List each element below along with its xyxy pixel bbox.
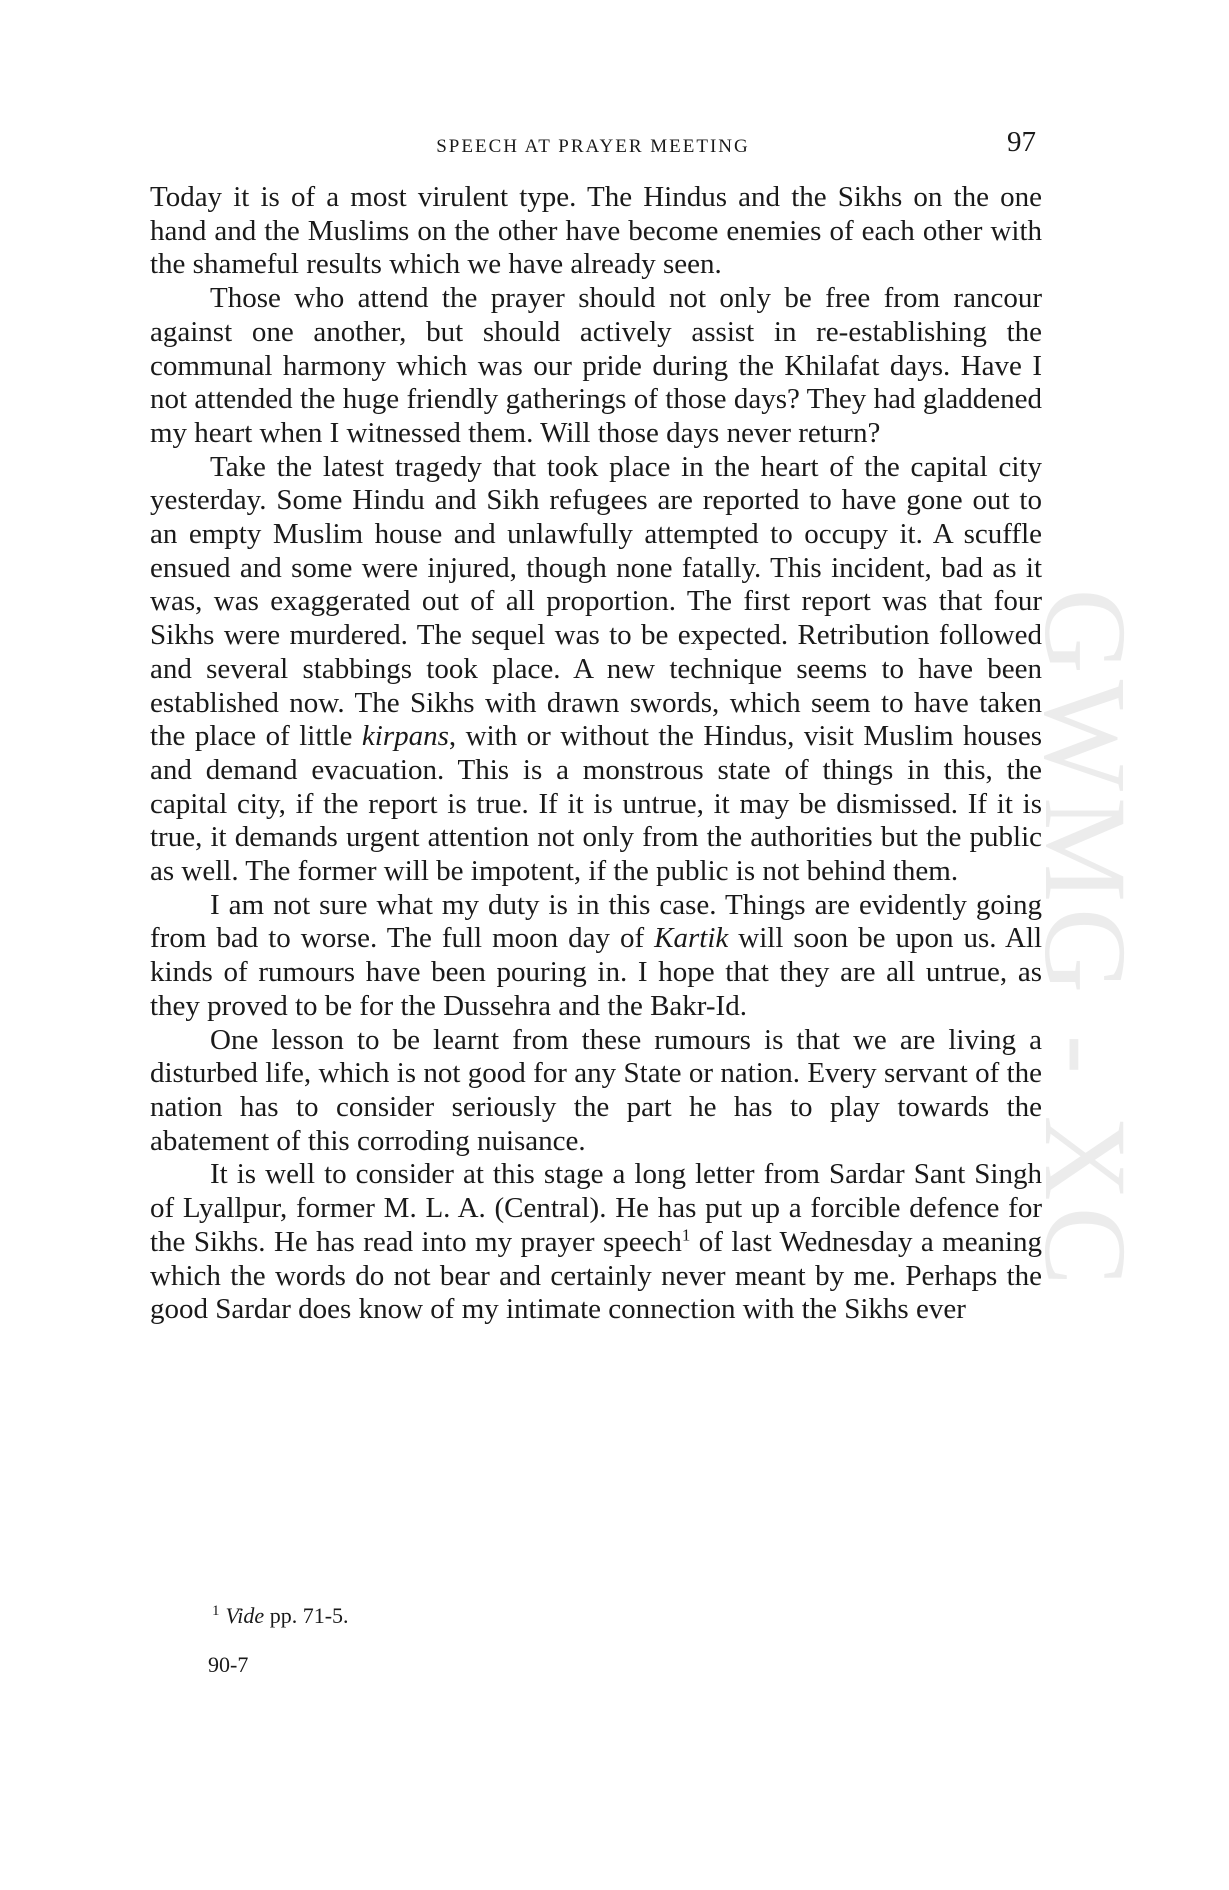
- footnote-text: pp. 71-5.: [264, 1603, 349, 1628]
- italic-term-kirpans: kirpans: [361, 720, 449, 753]
- page-number: 97: [1007, 126, 1036, 158]
- paragraph-5: One lesson to be learnt from these rumours is that we are living a disturbed life, which is not good for any State or nation. Every servant of the nation has to consider seriously the part he has to play towards the abatement of this corroding nuisance.: [150, 1023, 1042, 1157]
- paragraph-1: Today it is of a most virulent type. The Hindus and the Sikhs on the one hand and the Muslims on the other have become enemies of each other with the shameful results which we have already seen.: [150, 181, 1042, 281]
- paragraph-2: Those who attend the prayer should not only be free from rancour against one another, but should actively assist in re-establishing the communal harmony which was our pride during the Khilafat days. Have I not attended the huge friendly gatherings of those days? They had gladdened my heart when I witnessed them. Will those days never return?: [150, 282, 1042, 449]
- body-text: [150, 181, 1042, 1327]
- watermark-text: GWMG - XC: [1020, 588, 1151, 1292]
- footnote-italic: Vide: [225, 1603, 265, 1628]
- paragraph-4-text-a: I am not sure what my duty is in this case. Things are evidently going from bad to worse. The full moon day of: [150, 888, 1042, 955]
- footnote-mark: 1: [212, 1602, 220, 1619]
- footnote: [212, 1603, 349, 1629]
- paragraph-3: [150, 451, 1042, 889]
- paragraph-3-text-b: , with or without the Hindus, visit Muslim houses and demand evacuation. This is a monstrous state of things in this, the capital city, if the report is true. If it is untrue, it may be dismissed. If it is true, it demands urgent attention not only from the authorities but the public as well. The former will be impotent, if the public is not behind them.: [150, 720, 1043, 888]
- paragraph-4-text-b: will soon be upon us. All kinds of rumours have been pouring in. I hope that they are all untrue, as they proved to be for the Dussehra and the Bakr-Id.: [150, 922, 1042, 1022]
- running-title: SPEECH AT PRAYER MEETING: [436, 136, 750, 157]
- italic-term-kartik: Kartik: [654, 922, 729, 955]
- paragraph-3-text-a: Take the latest tragedy that took place in the heart of the capital city yesterday. Some Hindu and Sikh refugees are reported to have gone out to an empty Muslim house and unlawfully attempted to occupy it. A scuffle ensued and some were injured, though none fatally. This incident, bad as it was, was exaggerated out of all proportion. The first report was that four Sikhs were murdered. The sequel was to be expected. Retribution followed and several stabbings took place. A new technique seems to have been established now. The Sikhs with drawn swords, which seem to have taken the place of little: [150, 450, 1042, 753]
- paragraph-6: [150, 1158, 1042, 1327]
- paragraph-4: [150, 889, 1042, 1024]
- paragraph-6-text-b: of last Wednesday a meaning which the words do not bear and certainly never meant by me. Perhaps the good Sardar does know of my intimate connection with the Sikhs ever: [150, 1225, 1042, 1326]
- running-head: [150, 126, 1036, 166]
- paragraph-6-text-a: It is well to consider at this stage a long letter from Sardar Sant Singh of Lyallpur, former M. L. A. (Central). He has put up a forcible defence for the Sikhs. He has read into my prayer speech: [150, 1158, 1042, 1258]
- watermark: [1020, 540, 1151, 1340]
- printer-signature: 90-7: [208, 1652, 249, 1677]
- footnote-reference[interactable]: 1: [681, 1225, 691, 1245]
